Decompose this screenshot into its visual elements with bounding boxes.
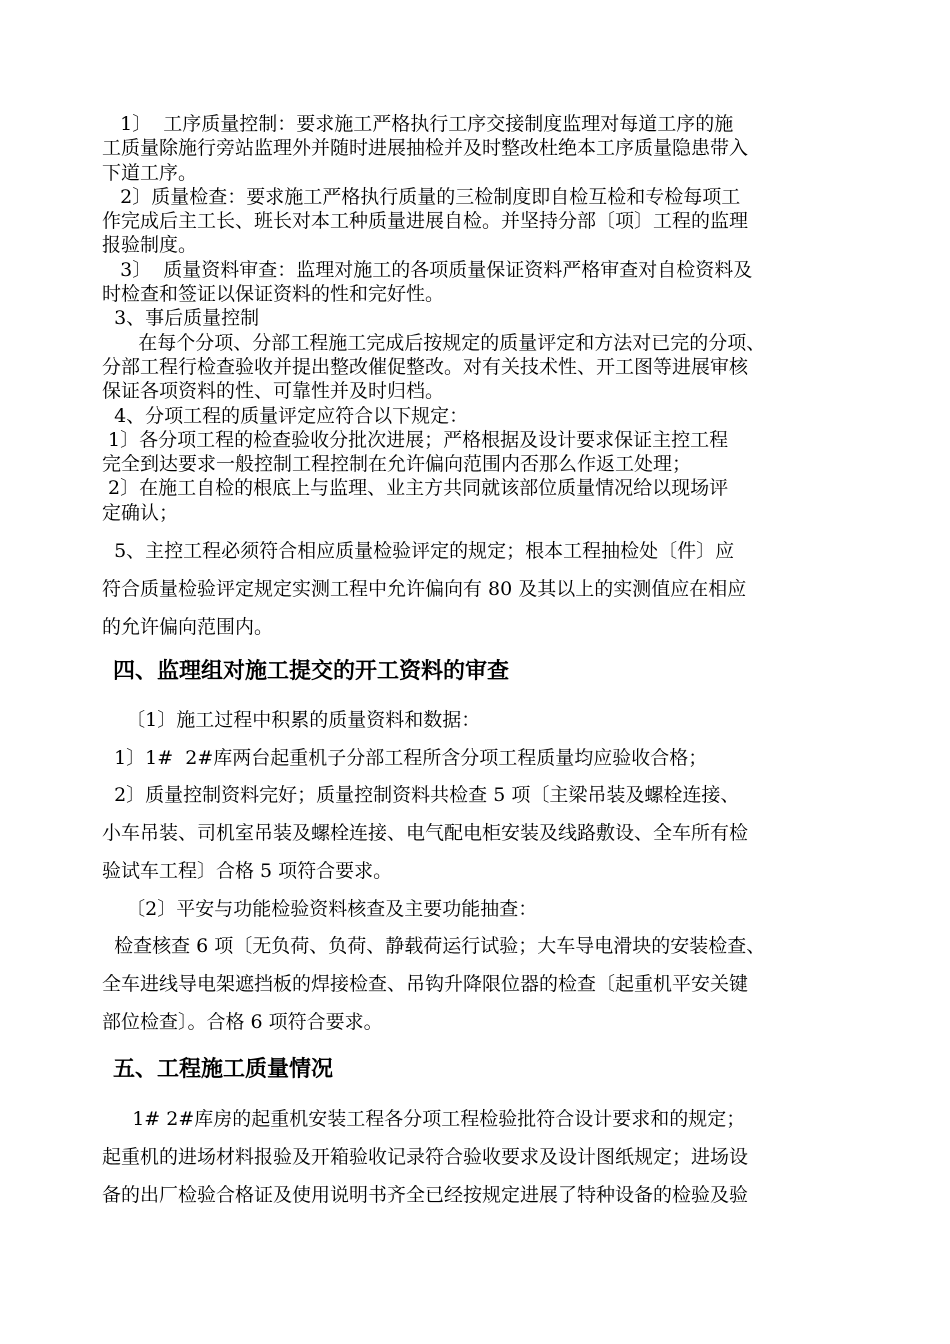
text-line: 起重机的进场材料报验及开箱验收记录符合验收要求及设计图纸规定；进场设: [102, 1146, 749, 1168]
text-line: 1〕 工序质量控制：要求施工严格执行工序交接制度监理对每道工序的施: [102, 113, 734, 135]
text-line: 时检查和签证以保证资料的性和完好性。: [102, 283, 445, 306]
text-line: 工质量除施行旁站监理外并随时进展抽检并及时整改杜绝本工序质量隐患带入: [102, 137, 749, 160]
text-line: 完全到达要求一般控制工程控制在允许偏向范围内否那么作返工处理；: [102, 453, 692, 476]
text-line: 验试车工程〕合格 5 项符合要求。: [102, 859, 393, 882]
text-line: 在每个分项、分部工程施工完成后按规定的质量评定和方法对已完的分项、: [102, 331, 766, 354]
block-quality-control: [102, 112, 862, 525]
text-line: 的允许偏向范围内。: [102, 616, 274, 638]
text-line: 作完成后主工长、班长对本工种质量进展自检。并坚持分部〔项〕工程的监理: [102, 210, 749, 233]
text-line: 保证各项资料的性、可靠性并及时归档。: [102, 380, 445, 403]
text-line: 2〕质量检查：要求施工严格执行质量的三检制度即自检互检和专检每项工: [102, 185, 741, 208]
block-startup-review: [102, 702, 872, 1041]
text-line: 小车吊装、司机室吊装及螺栓连接、电气配电柜安装及线路敷设、全车所有检: [102, 822, 749, 845]
text-line: 部位检查〕。合格 6 项符合要求。: [102, 1010, 383, 1033]
text-line: 检查核查 6 项〔无负荷、负荷、静载荷运行试验；大车导电滑块的安装检查、: [102, 935, 766, 958]
text-line: 1〕各分项工程的检查验收分批次进展；严格根据及设计要求保证主控工程: [102, 428, 729, 451]
section-heading-4: 四、监理组对施工提交的开工资料的审查: [113, 659, 510, 684]
text-line: 备的出厂检验合格证及使用说明书齐全已经按规定进展了特种设备的检验及验: [102, 1184, 749, 1206]
text-line: 2〕在施工自检的根底上与监理、业主方共同就该部位质量情况给以现场评: [102, 477, 729, 500]
text-line: 4、分项工程的质量评定应符合以下规定：: [102, 404, 469, 427]
text-line: 〔2〕平安与功能检验资料核查及主要功能抽查：: [102, 897, 538, 920]
text-line: 报验制度。: [102, 234, 198, 257]
text-line: 下道工序。: [102, 161, 198, 184]
text-line: 1〕1# 2#库两台起重机子分部工程所含分项工程质量均应验收合格；: [102, 746, 708, 769]
block-main-control: [102, 532, 872, 646]
text-line: 3〕 质量资料审查：监理对施工的各项质量保证资料严格审查对自检资料及: [102, 258, 753, 281]
text-line: 3、事后质量控制: [102, 307, 260, 330]
text-line: 全车进线导电架遮挡板的焊接检查、吊钩升降限位器的检查〔起重机平安关键: [102, 972, 749, 995]
text-line: 定确认；: [102, 501, 179, 524]
text-line: 符合质量检验评定规定实测工程中允许偏向有 80 及其以上的实测值应在相应: [102, 578, 747, 600]
text-line: 分部工程行检查验收并提出整改催促整改。对有关技术性、开工图等进展审核: [102, 355, 749, 378]
text-line: 〔1〕施工过程中积累的质量资料和数据：: [102, 709, 481, 731]
text-line: 2〕质量控制资料完好；质量控制资料共检查 5 项〔主梁吊装及螺栓连接、: [102, 784, 740, 807]
block-construction-quality: [102, 1100, 872, 1214]
section-heading-5: 五、工程施工质量情况: [113, 1057, 334, 1082]
text-line: 5、主控工程必须符合相应质量检验评定的规定；根本工程抽检处〔件〕应: [102, 540, 735, 562]
text-line: 1# 2#库房的起重机安装工程各分项工程检验批符合设计要求和的规定；: [102, 1108, 746, 1130]
